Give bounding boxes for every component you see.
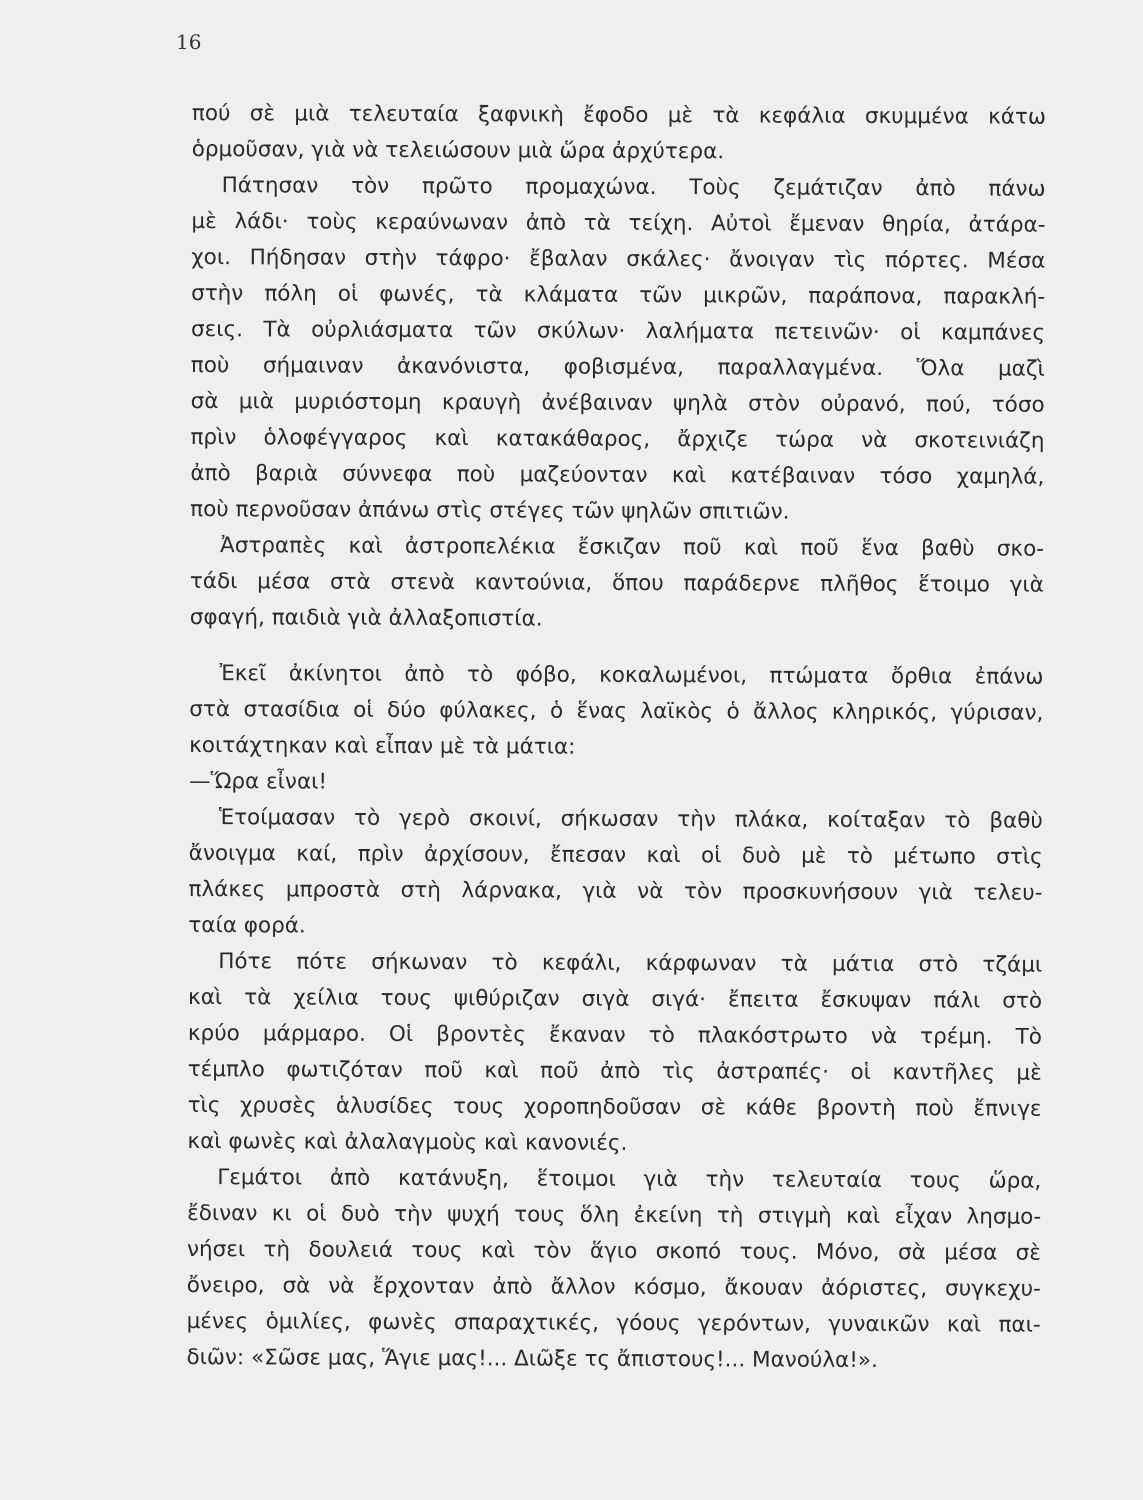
text-line: σφαγή, παιδιὰ γιὰ ἀλλαξοπιστία. (189, 604, 543, 632)
text-line: Γεμάτοι ἀπὸ κατάνυξη, ἕτοιμοι γιὰ τὴν τελευταία τους ὥρα, (217, 1165, 1042, 1194)
text-line: σὰ μιὰ μυριόστομη κραυγὴ ἀνέβαιναν ψηλὰ στὸν οὐρανό, πού, τόσο (190, 388, 1045, 418)
text-line: Πότε πότε σήκωναν τὸ κεφάλι, κάρφωναν τὰ μάτια στὸ τζάμι (218, 949, 1043, 978)
text-line: ταία φορά. (188, 912, 306, 939)
text-line: νήσει τὴ δουλειά τους καὶ τὸν ἅγιο σκοπό τους. Μόνο, σὰ μέσα σὲ (186, 1236, 1042, 1266)
text-line: Ἑτοίμασαν τὸ γερὸ σκοινί, σήκωσαν τὴν πλάκα, κοίταξαν τὸ βαθὺ (218, 805, 1043, 834)
text-line: τὶς χρυσὲς ἁλυσίδες τους χοροπηδοῦσαν σὲ κάθε βροντὴ ποὺ ἔπνιγε (187, 1092, 1042, 1122)
text-line: Πάτησαν τὸν πρῶτο προμαχώνα. Τοὺς ζεμάτιζαν ἀπὸ πάνω (221, 173, 1046, 202)
paragraph (186, 1160, 1041, 1380)
paragraph (187, 944, 1042, 1164)
text-line: ὁρμοῦσαν, γιὰ νὰ τελειώσουν μιὰ ὥρα ἀρχύτερα. (191, 136, 725, 165)
text-line: ὄνειρο, σὰ νὰ ἔρχονταν ἀπὸ ἄλλον κόσμο, ἄκουαν ἀόριστες, συγκεχυ- (186, 1272, 1041, 1302)
paragraph (188, 800, 1043, 948)
page-number: 16 (176, 30, 202, 54)
paragraph (190, 168, 1046, 532)
text-line: μὲ λάδι· τοὺς κεραύνωναν ἀπὸ τὰ τείχη. Αὐτοὶ ἔμεναν θηρία, ἀτάρα- (191, 208, 1046, 238)
text-line: κοιτάχτηκαν καὶ εἶπαν μὲ τὰ μάτια: (189, 732, 576, 760)
body-text (186, 96, 1046, 1380)
text-line: πρὶν ὁλοφέγγαρος καὶ κατακάθαρος, ἄρχιζε τώρα νὰ σκοτεινιάζη (190, 424, 1045, 454)
text-line: χοι. Πήδησαν στὴν τάφρο· ἔβαλαν σκάλες· ἄνοιγαν τὶς πόρτες. Μέσα (191, 244, 1046, 274)
text-line: καὶ τὰ χείλια τους ψιθύριζαν σιγὰ σιγά· ἔπειτα ἔσκυψαν πάλι στὸ (188, 984, 1043, 1014)
text-line: πού σὲ μιὰ τελευταία ξαφνικὴ ἔφοδο μὲ τὰ κεφάλια σκυμμένα κάτω (191, 100, 1046, 130)
text-line: διῶν: «Σῶσε μας, Ἅγιε μας!... Διῶξε τς ἄπιστους!... Μανούλα!». (186, 1344, 878, 1374)
paragraph (189, 656, 1043, 768)
text-line: Ἐκεῖ ἀκίνητοι ἀπὸ τὸ φόβο, κοκαλωμένοι, πτώματα ὄρθια ἐπάνω (219, 661, 1044, 690)
text-line: καὶ φωνὲς καὶ ἀλαλαγμοὺς καὶ κανονιές. (187, 1128, 628, 1156)
text-line: μένες ὁμιλίες, φωνὲς σπαραχτικές, γόους γερόντων, γυναικῶν καὶ παι- (186, 1308, 1041, 1338)
text-line: κρύο μάρμαρο. Οἱ βροντὲς ἔκαναν τὸ πλακόστρωτο νὰ τρέμη. Τὸ (187, 1020, 1042, 1050)
text-line: ποὺ σήμαιναν ἀκανόνιστα, φοβισμένα, παραλλαγμένα. Ὅλα μαζὶ (190, 352, 1045, 382)
text-line: στὰ στασίδια οἱ δύο φύλακες, ὁ ἕνας λαϊκὸς ὁ ἄλλος κληρικός, γύρισαν, (189, 696, 1044, 726)
text-line: τέμπλο φωτιζόταν ποῦ καὶ ποῦ ἀπὸ τὶς ἀστραπές· οἱ καντῆλες μὲ (187, 1056, 1042, 1086)
text-line: τάδι μέσα στὰ στενὰ καντούνια, ὅπου παράδερνε πλῆθος ἕτοιμο γιὰ (189, 568, 1044, 598)
text-line: ἄνοιγμα καί, πρὶν ἀρχίσουν, ἔπεσαν καὶ οἱ δυὸ μὲ τὸ μέτωπο στὶς (188, 840, 1043, 870)
paragraph (190, 528, 1044, 640)
text-line: σεις. Τὰ οὐρλιάσματα τῶν σκύλων· λαλήματα πετεινῶν· οἱ καμπάνες (190, 316, 1046, 346)
text-line: στὴν πόλη οἱ φωνές, τὰ κλάματα τῶν μικρῶν, παράπονα, παρακλή- (191, 280, 1046, 310)
text-line: ποὺ περνοῦσαν ἀπάνω στὶς στέγες τῶν ψηλῶν σπιτιῶν. (190, 496, 790, 525)
text-line: ἀπὸ βαριὰ σύννεφα ποὺ μαζεύονταν καὶ κατέβαιναν τόσο χαμηλά, (190, 460, 1045, 490)
paragraph (192, 96, 1046, 172)
text-line: Ἀστραπὲς καὶ ἀστροπελέκια ἔσκιζαν ποῦ καὶ ποῦ ἕνα βαθὺ σκο- (219, 533, 1045, 562)
text-line: πλάκες μπροστὰ στὴ λάρνακα, γιὰ νὰ τὸν προσκυνήσουν γιὰ τελευ- (188, 876, 1043, 906)
text-line: —Ὥρα εἶναι! (188, 768, 328, 795)
text-line: ἔδιναν κι οἱ δυὸ τὴν ψυχή τους ὅλη ἐκείνη τὴ στιγμὴ καὶ εἶχαν λησμο- (187, 1200, 1042, 1230)
paragraph (189, 764, 1043, 804)
